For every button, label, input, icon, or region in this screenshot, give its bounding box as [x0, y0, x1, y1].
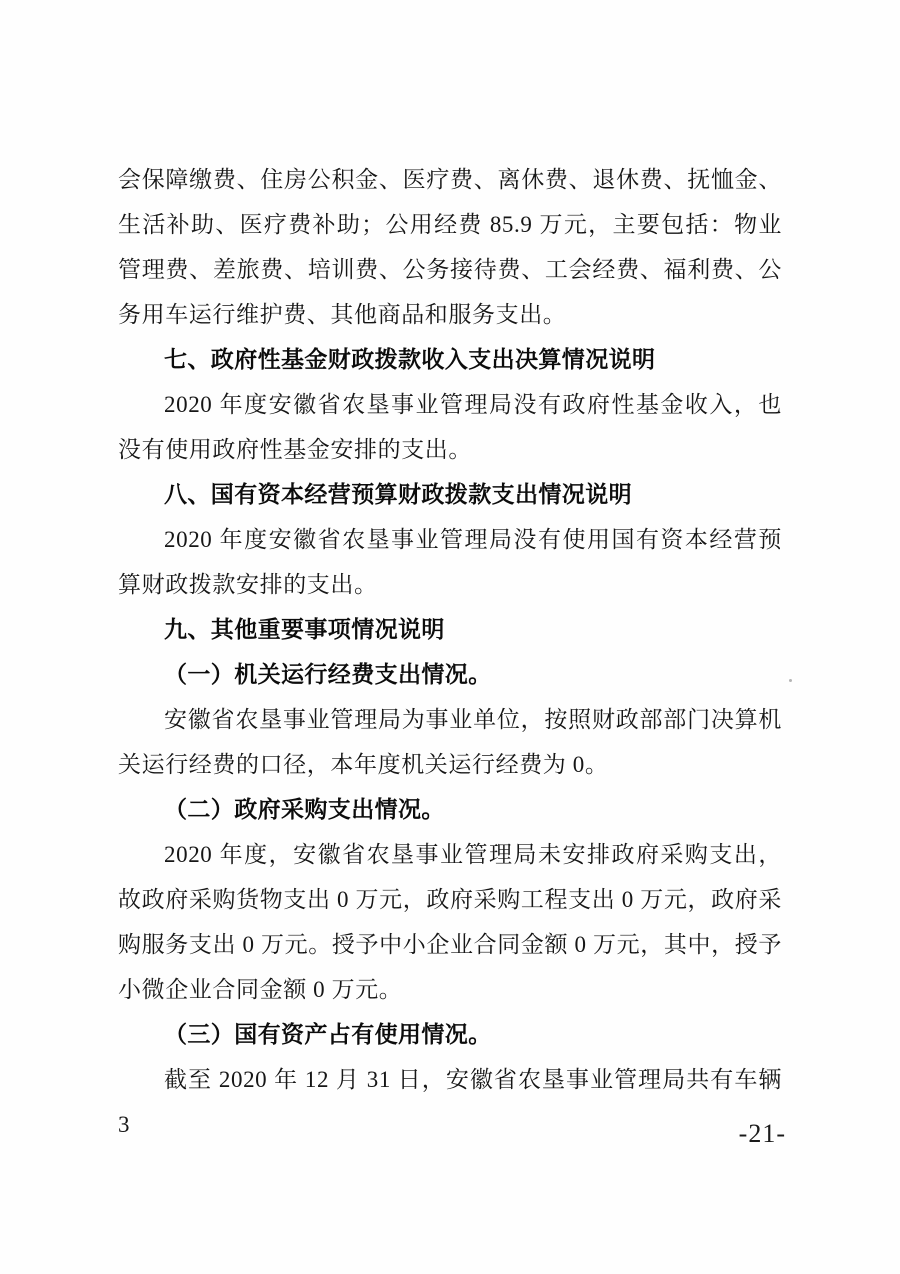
section-heading-7-government-funds: 七、政府性基金财政拨款收入支出决算情况说明 [164, 346, 656, 372]
document-body [118, 157, 782, 1147]
scan-artifact-dot [789, 679, 792, 682]
page-number: -21- [738, 1119, 786, 1148]
paragraph-government-funds: 2020 年度安徽省农垦事业管理局没有政府性基金收入，也没有使用政府性基金安排的支出。 [118, 392, 782, 462]
paragraph-state-asset-usage: 截至 2020 年 12 月 31 日，安徽省农垦事业管理局共有车辆 3 [118, 1067, 782, 1137]
section-heading-9-other-important-matters: 九、其他重要事项情况说明 [164, 616, 445, 642]
subheading-1-agency-operating-expense: （一）机关运行经费支出情况。 [164, 661, 492, 687]
paragraph-general-expense-detail: 会保障缴费、住房公积金、医疗费、离休费、退休费、抚恤金、生活补助、医疗费补助；公用经费 85.9 万元，主要包括：物业管理费、差旅费、培训费、公务接待费、工会经费、福利费、公务用车运行维护费、其他商品和服务支出。 [118, 167, 782, 327]
subheading-2-government-procurement: （二）政府采购支出情况。 [164, 796, 445, 822]
paragraph-agency-operating-expense: 安徽省农垦事业管理局为事业单位，按照财政部部门决算机关运行经费的口径，本年度机关运行经费为 0。 [118, 707, 782, 777]
subheading-3-state-asset-usage: （三）国有资产占有使用情况。 [164, 1021, 492, 1047]
section-heading-8-state-capital-budget: 八、国有资本经营预算财政拨款支出情况说明 [164, 481, 632, 507]
paragraph-state-capital-budget: 2020 年度安徽省农垦事业管理局没有使用国有资本经营预算财政拨款安排的支出。 [118, 527, 782, 597]
paragraph-government-procurement: 2020 年度，安徽省农垦事业管理局未安排政府采购支出，故政府采购货物支出 0 万元，政府采购工程支出 0 万元，政府采购服务支出 0 万元。授予中小企业合同金额 0 万元，其中，授予小微企业合同金额 0 万元。 [118, 842, 782, 1002]
